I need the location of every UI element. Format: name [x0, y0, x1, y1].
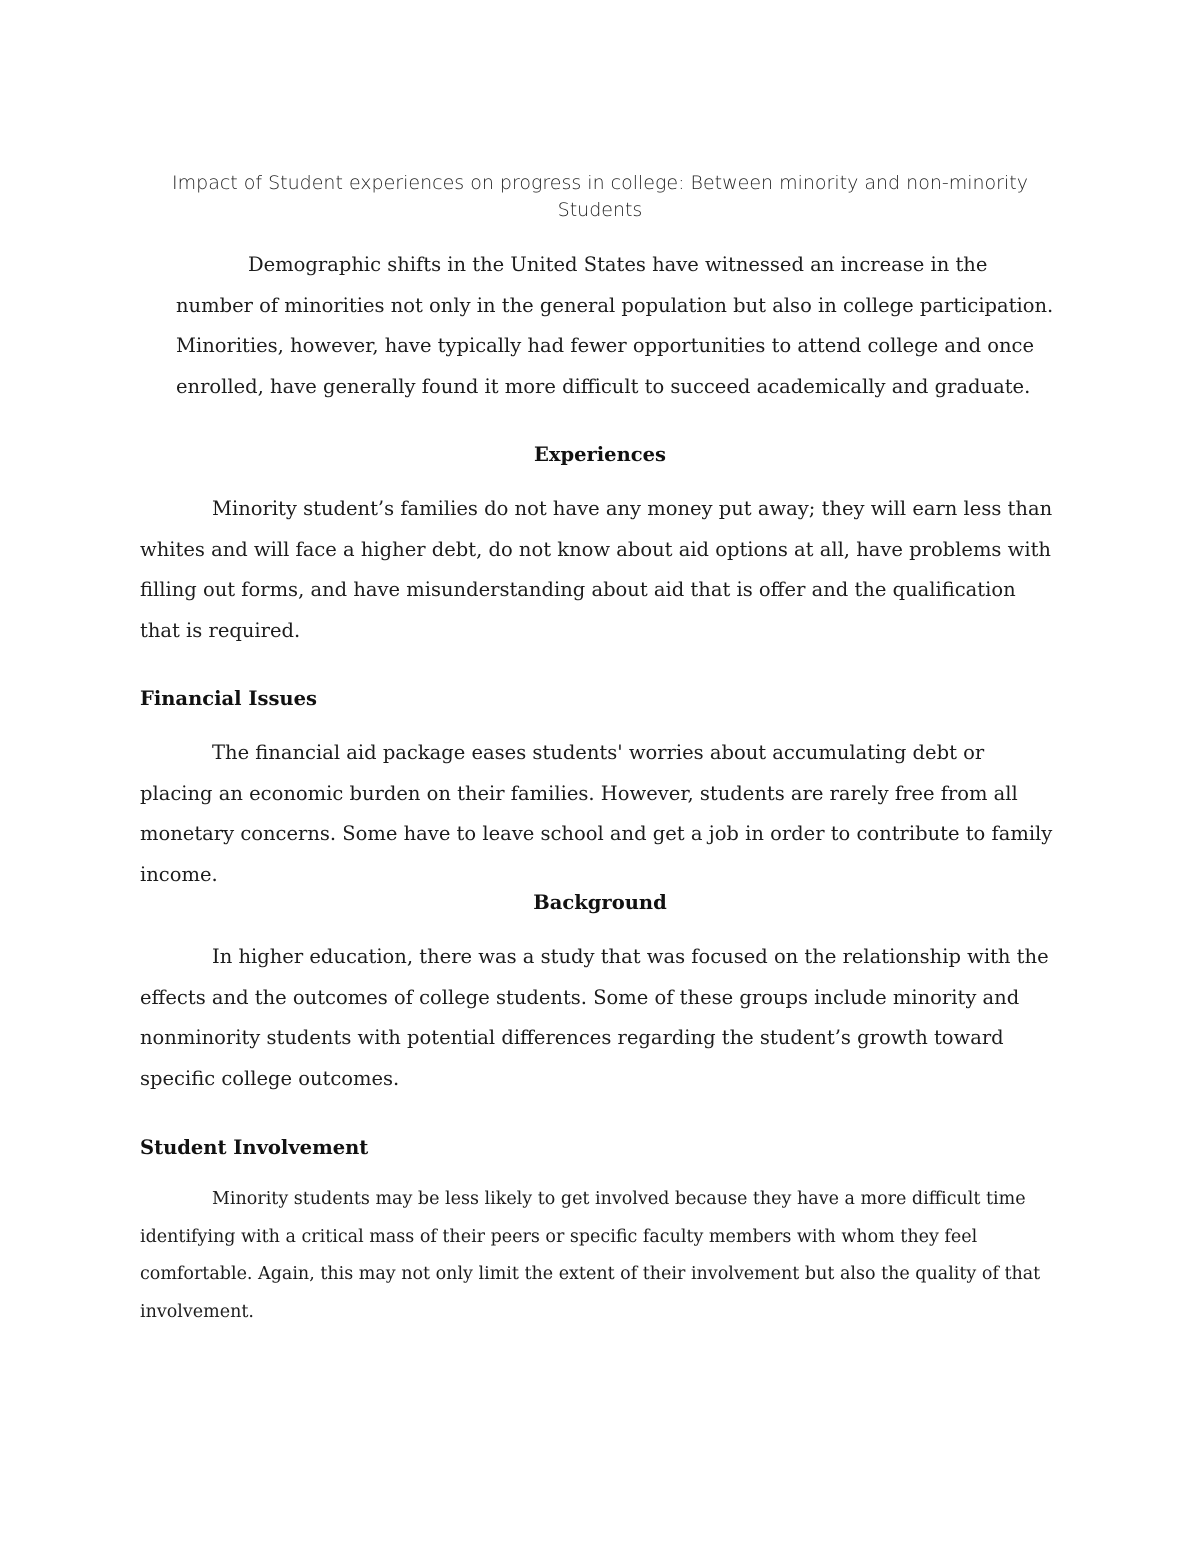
title-line-1: Impact of Student experiences on progress in college: Between minority and non-minority: [172, 172, 1028, 194]
heading-background: Background: [533, 891, 667, 914]
paragraph-financial-issues: The financial aid package eases students' worries about accumulating debt or placing an economic burden on their families. However, students are rarely free from all monetary concerns. Some have to leave school and get a job in order to contribute to family income.: [140, 741, 1053, 886]
paragraph-background: In higher education, there was a study that was focused on the relationship with the effects and the outcomes of college students. Some of these groups include minority and nonminority students with potential differences regarding the student’s growth toward specific college outcomes.: [140, 945, 1049, 1090]
document-title: [140, 170, 1060, 224]
intro-paragraph: Demographic shifts in the United States have witnessed an increase in the number of minorities not only in the general population but also in college participation. Minorities, however, have typically had fewer opportunities to attend college and once enrolled, have generally found it more difficult to succeed academically and graduate.: [176, 253, 1054, 398]
paragraph-student-involvement: Minority students may be less likely to get involved because they have a more difficult time identifying with a critical mass of their peers or specific faculty members with whom they feel comfortable. Again, this may not only limit the extent of their involvement but also the quality of that involvement.: [140, 1189, 1041, 1322]
title-line-2: Students: [557, 199, 643, 221]
heading-student-involvement: Student Involvement: [140, 1136, 369, 1159]
heading-experiences: Experiences: [533, 443, 667, 466]
paragraph-experiences: Minority student’s families do not have any money put away; they will earn less than whites and will face a higher debt, do not know about aid options at all, have problems with filling out forms, and have misunderstanding about aid that is offer and the qualification that is required.: [140, 497, 1053, 642]
heading-financial-issues: Financial Issues: [140, 687, 317, 710]
